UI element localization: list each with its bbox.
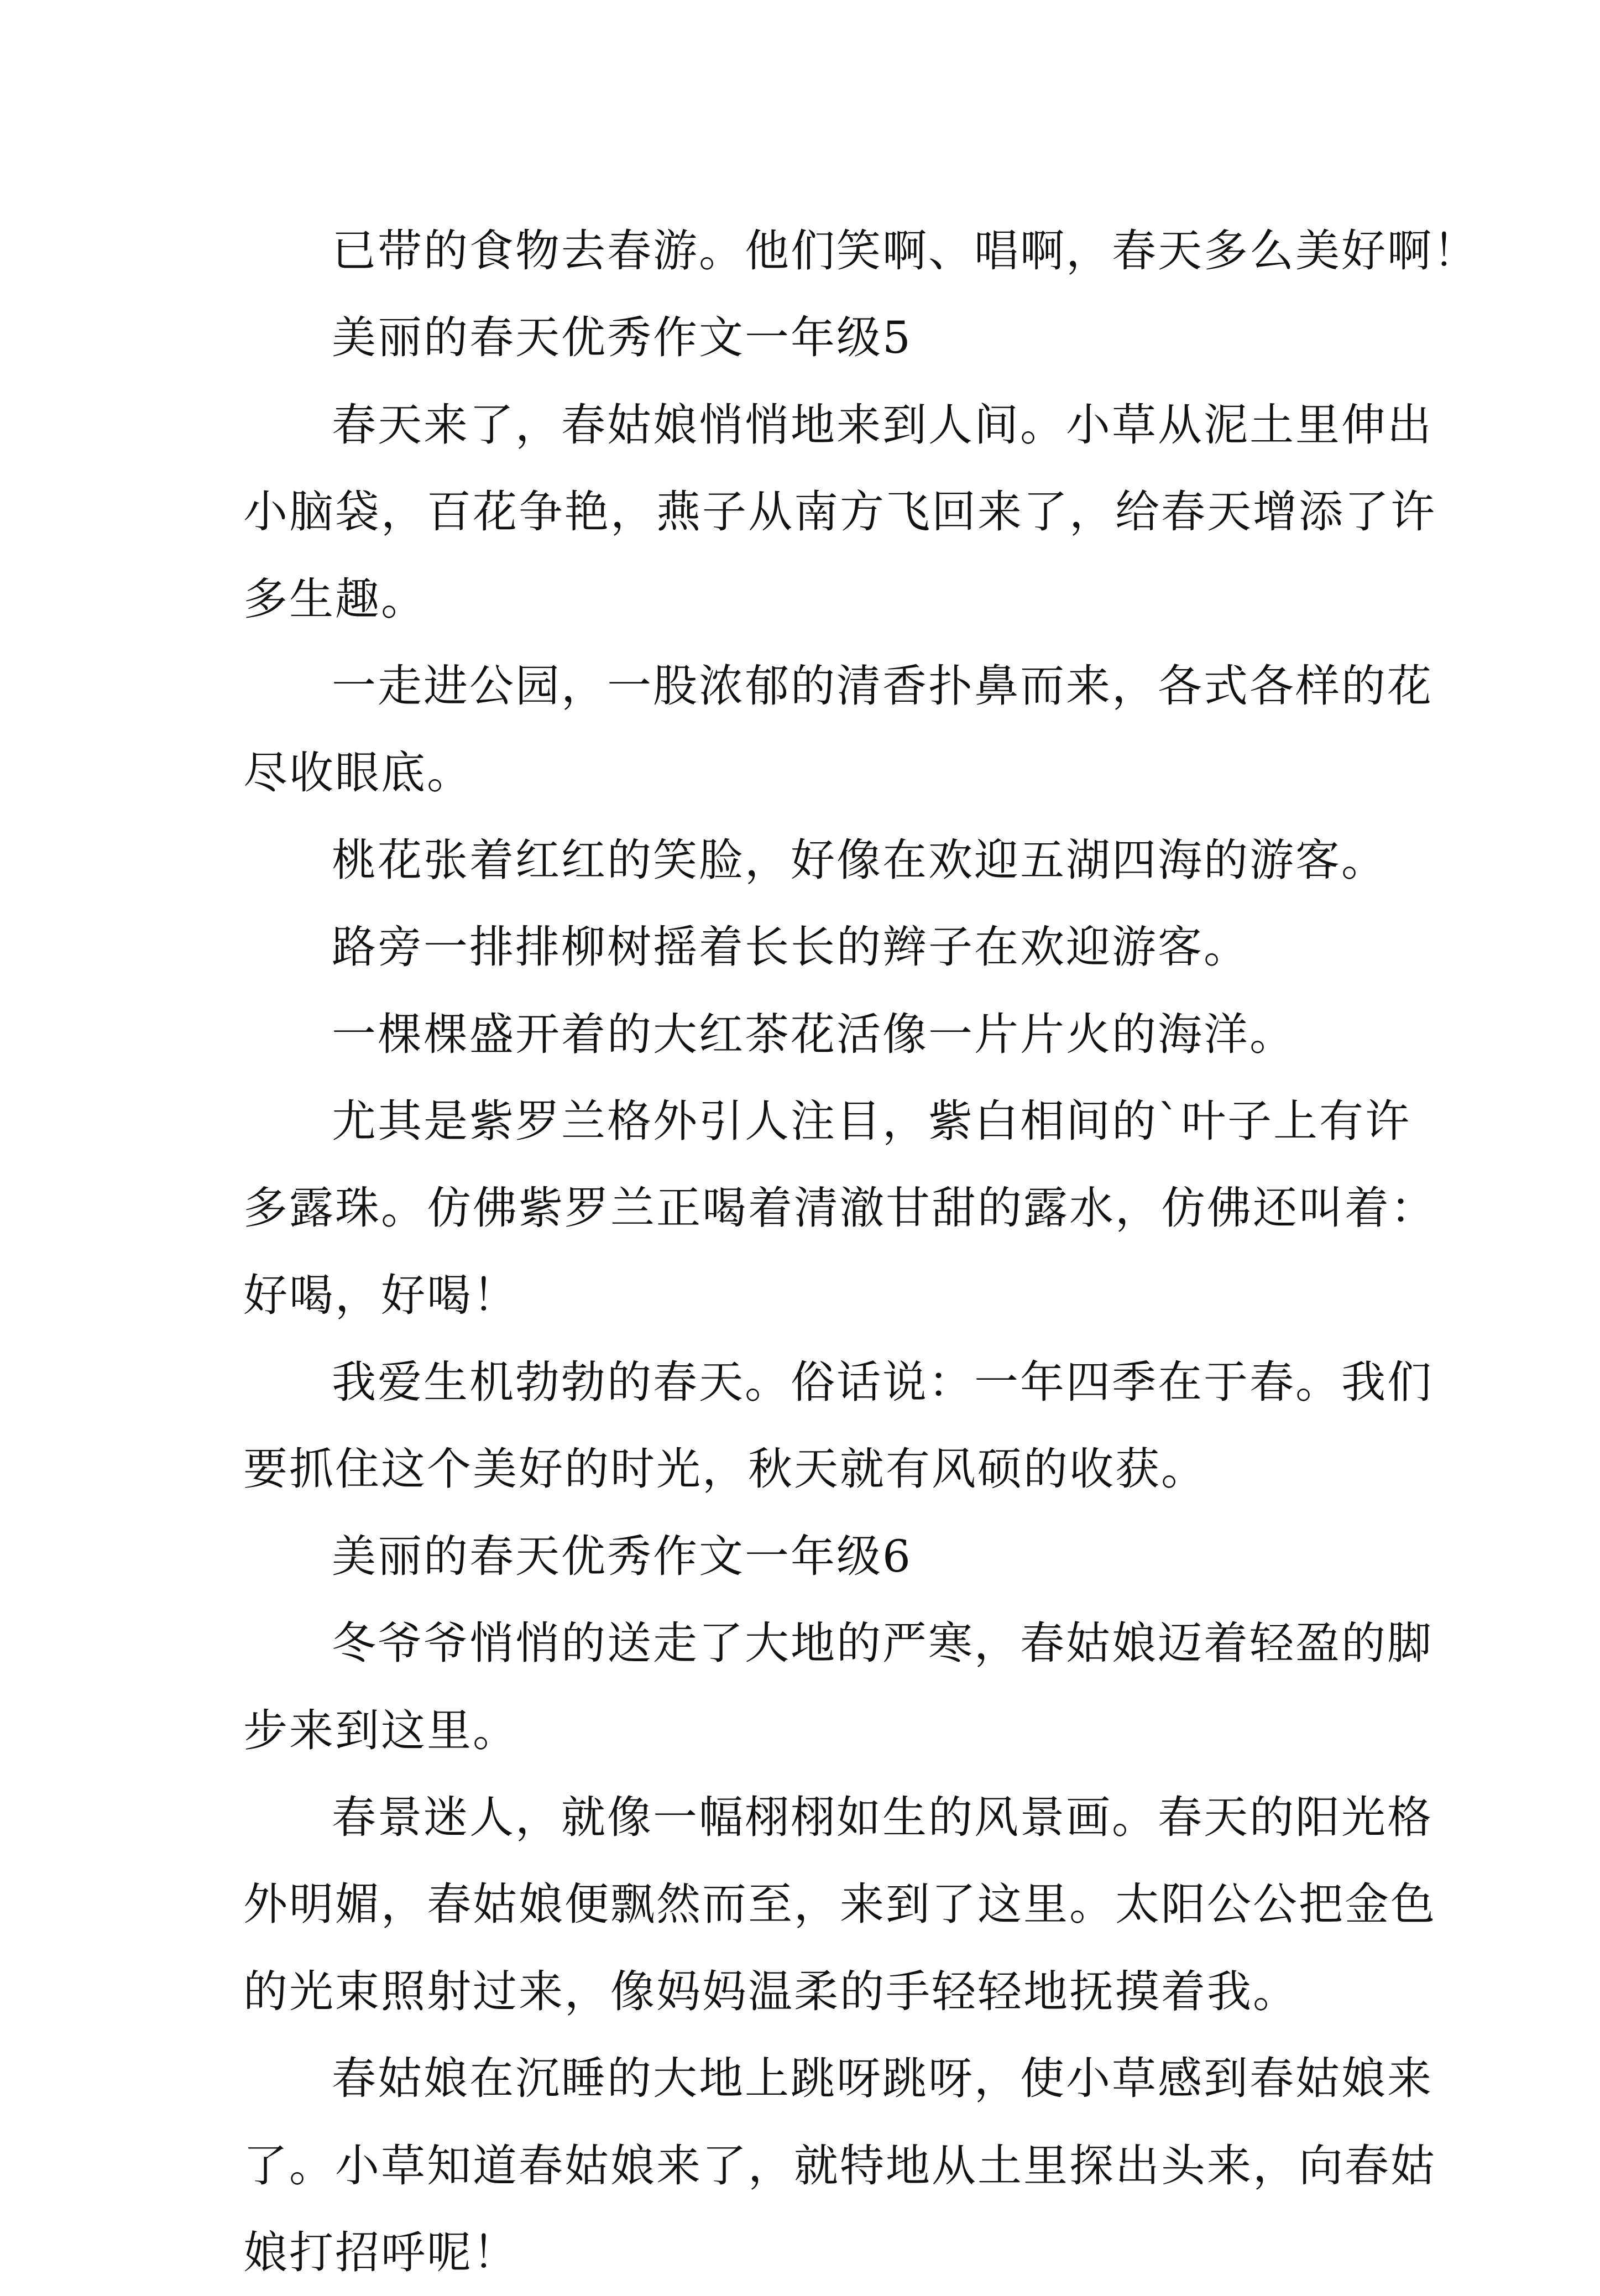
text-line: 步来到这里。 bbox=[243, 1704, 519, 1756]
text-line: 要抓住这个美好的时光，秋天就有风硕的收获。 bbox=[243, 1443, 1207, 1495]
text-line: 好喝，好喝！ bbox=[243, 1269, 519, 1321]
text-line: 春天来了，春姑娘悄悄地来到人间。小草从泥土里伸出 bbox=[332, 399, 1433, 451]
section-heading: 美丽的春天优秀作文一年级6 bbox=[332, 1530, 912, 1582]
text-line: 一走进公园，一股浓郁的清香扑鼻而来，各式各样的花 bbox=[332, 660, 1433, 712]
section-heading: 美丽的春天优秀作文一年级5 bbox=[332, 312, 912, 364]
text-line: 已带的食物去春游。他们笑啊、唱啊，春天多么美好啊！ bbox=[332, 225, 1479, 276]
text-line: 春姑娘在沉睡的大地上跳呀跳呀，使小草感到春姑娘来 bbox=[332, 2053, 1433, 2105]
text-line: 冬爷爷悄悄的送走了大地的严寒，春姑娘迈着轻盈的脚 bbox=[332, 1617, 1433, 1669]
text-line: 的光束照射过来，像妈妈温柔的手轻轻地抚摸着我。 bbox=[243, 1965, 1299, 2017]
text-line: 娘打招呼呢！ bbox=[243, 2226, 519, 2278]
text-line: 多露珠。仿佛紫罗兰正喝着清澈甘甜的露水，仿佛还叫着： bbox=[243, 1182, 1436, 1234]
text-line: 春景迷人，就像一幅栩栩如生的风景画。春天的阳光格 bbox=[332, 1792, 1433, 1844]
text-line: 路旁一排排柳树摇着长长的辫子在欢迎游客。 bbox=[332, 921, 1249, 973]
text-line: 尤其是紫罗兰格外引人注目，紫白相间的`叶子上有许 bbox=[332, 1095, 1411, 1147]
essay-text bbox=[243, 207, 1479, 2296]
text-line: 一棵棵盛开着的大红茶花活像一片片火的海洋。 bbox=[332, 1008, 1295, 1060]
text-line: 了。小草知道春姑娘来了，就特地从土里探出头来，向春姑 bbox=[243, 2140, 1436, 2191]
text-line: 桃花张着红红的笑脸，好像在欢迎五湖四海的游客。 bbox=[332, 834, 1387, 886]
text-line: 小脑袋，百花争艳，燕子从南方飞回来了，给春天增添了许 bbox=[243, 486, 1436, 538]
text-line: 尽收眼底。 bbox=[243, 747, 473, 799]
text-line: 多生趣。 bbox=[243, 573, 427, 625]
text-line: 我爱生机勃勃的春天。俗话说：一年四季在于春。我们 bbox=[332, 1356, 1433, 1408]
text-line: 外明媚，春姑娘便飘然而至，来到了这里。太阳公公把金色 bbox=[243, 1878, 1436, 1930]
